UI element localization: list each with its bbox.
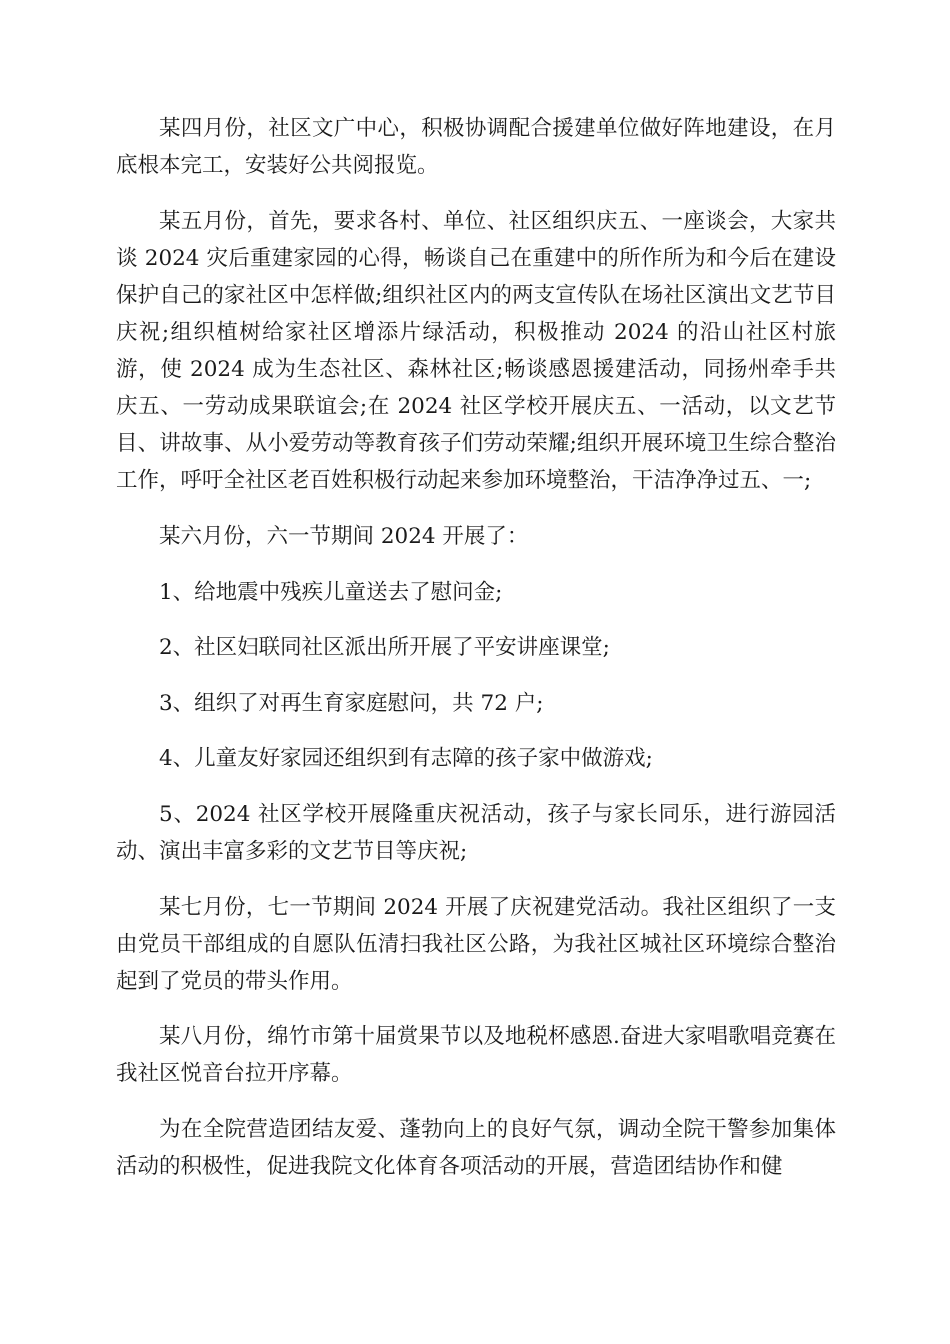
list-item-june-3: 3、组织了对再生育家庭慰问，共 72 户; <box>159 690 544 716</box>
list-item-june-5: 5、2024 社区学校开展隆重庆祝活动，孩子与家长同乐，进行游园活动、演出丰富多彩的文艺节目等庆祝; <box>116 801 836 864</box>
list-item-june-4: 4、儿童友好家园还组织到有志障的孩子家中做游戏; <box>159 746 653 772</box>
paragraph-court-activities: 为在全院营造团结友爱、蓬勃向上的良好气氛，调动全院干警参加集体活动的积极性，促进我院文化体育各项活动的开展，营造团结协作和健 <box>116 1117 836 1180</box>
paragraph-may: 某五月份，首先，要求各村、单位、社区组织庆五、一座谈会，大家共谈 2024 灾后重建家园的心得，畅谈自己在重建中的所作所为和今后在建设保护自己的家社区中怎样做;组织社区内的两支宣传队在场社区演出文艺节目庆祝;组织植树给家社区增添片绿活动，积极推动 2024 的沿山社区村旅游，使 2024 成为生态社区、森林社区;畅谈感恩援建活动，同扬州牵手共庆五、一劳动成果联谊会;在 2024 社区学校开展庆五、一活动，以文艺节目、讲故事、从小爱劳动等教育孩子们劳动荣耀;组织开展环境卫生综合整治工作，呼吁全社区老百姓积极行动起来参加环境整治，干洁净净过五、一; <box>116 208 836 494</box>
list-item-june-1: 1、给地震中残疾儿童送去了慰问金; <box>159 579 503 605</box>
paragraph-june: 某六月份，六一节期间 2024 开展了： <box>159 523 529 549</box>
document-page <box>116 110 836 1185</box>
paragraph-july: 某七月份，七一节期间 2024 开展了庆祝建党活动。我社区组织了一支由党员干部组成的自愿队伍清扫我社区公路，为我社区城社区环境综合整治起到了党员的带头作用。 <box>116 894 836 994</box>
paragraph-april: 某四月份，社区文广中心，积极协调配合援建单位做好阵地建设，在月底根本完工，安装好公共阅报览。 <box>116 116 836 179</box>
list-item-june-2: 2、社区妇联同社区派出所开展了平安讲座课堂; <box>159 635 610 661</box>
paragraph-august: 某八月份，绵竹市第十届赏果节以及地税杯感恩.奋进大家唱歌唱竞赛在我社区悦音台拉开序幕。 <box>116 1024 836 1087</box>
